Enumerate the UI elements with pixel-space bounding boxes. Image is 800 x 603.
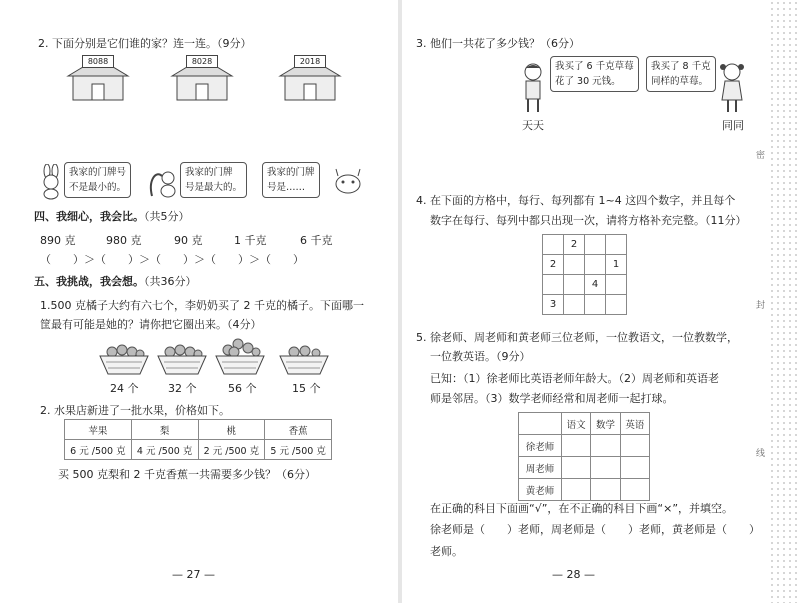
- teacher-name: 黄老师: [519, 479, 562, 501]
- q2b-question: 买 500 克梨和 2 千克香蕉一共需要多少钱？（6分）: [58, 468, 316, 481]
- q5-line-2: 一位教英语。（9分）: [430, 350, 531, 363]
- mass-value: 890 克: [40, 234, 76, 247]
- section-title: 五、我挑战，我会想。: [34, 275, 144, 288]
- house-3: [276, 54, 344, 105]
- teacher-name: 徐老师: [519, 435, 562, 457]
- answer-cell[interactable]: [591, 479, 620, 501]
- compare-row: （ ）＞（ ）＞（ ）＞（ ）＞（ ）: [40, 253, 304, 266]
- grid-cell[interactable]: 3: [543, 295, 564, 315]
- grid-cell[interactable]: [585, 255, 606, 275]
- table-corner: [519, 413, 562, 435]
- answer-cell[interactable]: [620, 479, 649, 501]
- squirrel-icon: [148, 166, 180, 200]
- basket-icon: [98, 342, 150, 376]
- margin-label: 线: [756, 449, 766, 459]
- basket-count: 56 个: [228, 382, 257, 395]
- section-score: （共36分）: [144, 275, 197, 288]
- grid-cell[interactable]: [606, 295, 627, 315]
- teacher-name: 周老师: [519, 457, 562, 479]
- q1-line-2: 筐最有可能是她的？请你把它圈出来。（4分）: [40, 318, 262, 331]
- sudoku-grid: [542, 234, 627, 315]
- grid-cell[interactable]: [585, 235, 606, 255]
- section-5-heading: [34, 273, 197, 289]
- name-tongtong: 同同: [722, 119, 744, 132]
- section-4-heading: [34, 208, 190, 224]
- bubble-line: 号是……: [267, 182, 306, 193]
- bubble-line: 花了 30 元钱。: [555, 76, 621, 87]
- q2-title: 2. 下面分别是它们谁的家？连一连。（9分）: [38, 37, 252, 50]
- bubble-tiantian: [550, 56, 639, 92]
- house-number: 8028: [186, 55, 218, 68]
- basket-count: 15 个: [292, 382, 321, 395]
- house-2: [168, 54, 236, 105]
- q4-line-2: 数字在每行、每列中都只出现一次，请将方格补充完整。（11分）: [430, 214, 747, 227]
- grid-cell[interactable]: 4: [585, 275, 606, 295]
- subject-header: 英语: [620, 413, 649, 435]
- house-number: 2018: [294, 55, 326, 68]
- name-tiantian: 天天: [522, 119, 544, 132]
- bubble-line: 不是最小的。: [69, 182, 127, 193]
- fruit-price: 2 元 /500 克: [198, 440, 265, 460]
- answer-cell[interactable]: [591, 435, 620, 457]
- grid-cell[interactable]: [606, 275, 627, 295]
- grid-cell[interactable]: [564, 295, 585, 315]
- mass-value: 1 千克: [234, 234, 267, 247]
- section-score: （共5分）: [144, 210, 190, 223]
- q5-line-1: 5. 徐老师、周老师和黄老师三位老师，一位教语文，一位教数学，: [416, 331, 738, 344]
- page-gutter: [398, 0, 402, 603]
- grid-cell[interactable]: 1: [606, 255, 627, 275]
- grid-cell[interactable]: [564, 255, 585, 275]
- fruit-price: 4 元 /500 克: [131, 440, 198, 460]
- margin-label: 密: [756, 151, 766, 161]
- answer-cell[interactable]: [562, 435, 591, 457]
- grid-cell[interactable]: [606, 235, 627, 255]
- answer-cell[interactable]: [562, 479, 591, 501]
- answer-cell[interactable]: [620, 435, 649, 457]
- fruit-price: 6 元 /500 克: [65, 440, 132, 460]
- grid-cell[interactable]: [585, 295, 606, 315]
- grid-cell[interactable]: [564, 275, 585, 295]
- house-1: [64, 54, 132, 105]
- grid-cell[interactable]: 2: [543, 255, 564, 275]
- q5-line-6: 徐老师是（ ）老师，周老师是（ ）老师，黄老师是（ ）: [430, 523, 760, 536]
- fruit-price-table: [64, 419, 332, 460]
- mass-value: 6 千克: [300, 234, 333, 247]
- mass-value: 980 克: [106, 234, 142, 247]
- answer-cell[interactable]: [591, 457, 620, 479]
- grid-cell[interactable]: 2: [564, 235, 585, 255]
- subject-header: 语文: [562, 413, 591, 435]
- binding-margin: [769, 0, 800, 603]
- bubble-line: 我买了 6 千克草莓: [555, 61, 634, 72]
- fruit-name: 苹果: [65, 420, 132, 440]
- basket-icon: [156, 342, 208, 376]
- bubble-squirrel: [180, 162, 247, 198]
- q5-line-3: 已知：（1）徐老师比英语老师年龄大。（2）周老师和英语老: [430, 372, 719, 385]
- q5-line-4: 师是邻居。（3）数学老师经常和周老师一起打球。: [430, 392, 674, 405]
- fruit-name: 香蕉: [265, 420, 332, 440]
- dragon-icon: [330, 166, 366, 198]
- boy-icon: [518, 62, 548, 114]
- bubble-tongtong: [646, 56, 716, 92]
- q4-line-1: 4. 在下面的方格中，每行、每列都有 1~4 这四个数字，并且每个: [416, 194, 736, 207]
- basket-count: 32 个: [168, 382, 197, 395]
- fruit-name: 桃: [198, 420, 265, 440]
- grid-cell[interactable]: [543, 235, 564, 255]
- q2b-title: 2. 水果店新进了一批水果，价格如下。: [40, 404, 230, 417]
- bubble-line: 我家的门牌号: [69, 167, 127, 178]
- q5-line-7: 老师。: [430, 545, 463, 558]
- basket-count: 24 个: [110, 382, 139, 395]
- girl-icon: [716, 62, 748, 114]
- teacher-table: [518, 412, 650, 501]
- basket-icon: [278, 342, 330, 376]
- page-number-right: — 28 —: [552, 568, 595, 581]
- q5-line-5: 在正确的科目下面画“√”，在不正确的科目下画“×”，并填空。: [430, 502, 734, 515]
- section-title: 四、我细心，我会比。: [34, 210, 144, 223]
- margin-label: 封: [756, 301, 766, 311]
- answer-cell[interactable]: [562, 457, 591, 479]
- q1-line-1: 1.500 克橘子大约有六七个，李奶奶买了 2 千克的橘子。下面哪一: [40, 299, 364, 312]
- subject-header: 数学: [591, 413, 620, 435]
- bubble-rabbit: [64, 162, 131, 198]
- fruit-name: 梨: [131, 420, 198, 440]
- bubble-line: 我买了 8 千克: [651, 61, 711, 72]
- bubble-line: 我家的门牌: [267, 167, 315, 178]
- page-number-left: — 27 —: [172, 568, 215, 581]
- q3-title: 3. 他们一共花了多少钱？（6分）: [416, 37, 580, 50]
- fruit-price: 5 元 /500 克: [265, 440, 332, 460]
- bubble-line: 我家的门牌: [185, 167, 233, 178]
- house-number: 8088: [82, 55, 114, 68]
- grid-cell[interactable]: [543, 275, 564, 295]
- bubble-line: 号是最大的。: [185, 182, 243, 193]
- bubble-dragon: [262, 162, 320, 198]
- mass-value: 90 克: [174, 234, 203, 247]
- answer-cell[interactable]: [620, 457, 649, 479]
- rabbit-icon: [36, 164, 66, 200]
- bubble-line: 同样的草莓。: [651, 76, 709, 87]
- basket-icon: [214, 338, 266, 376]
